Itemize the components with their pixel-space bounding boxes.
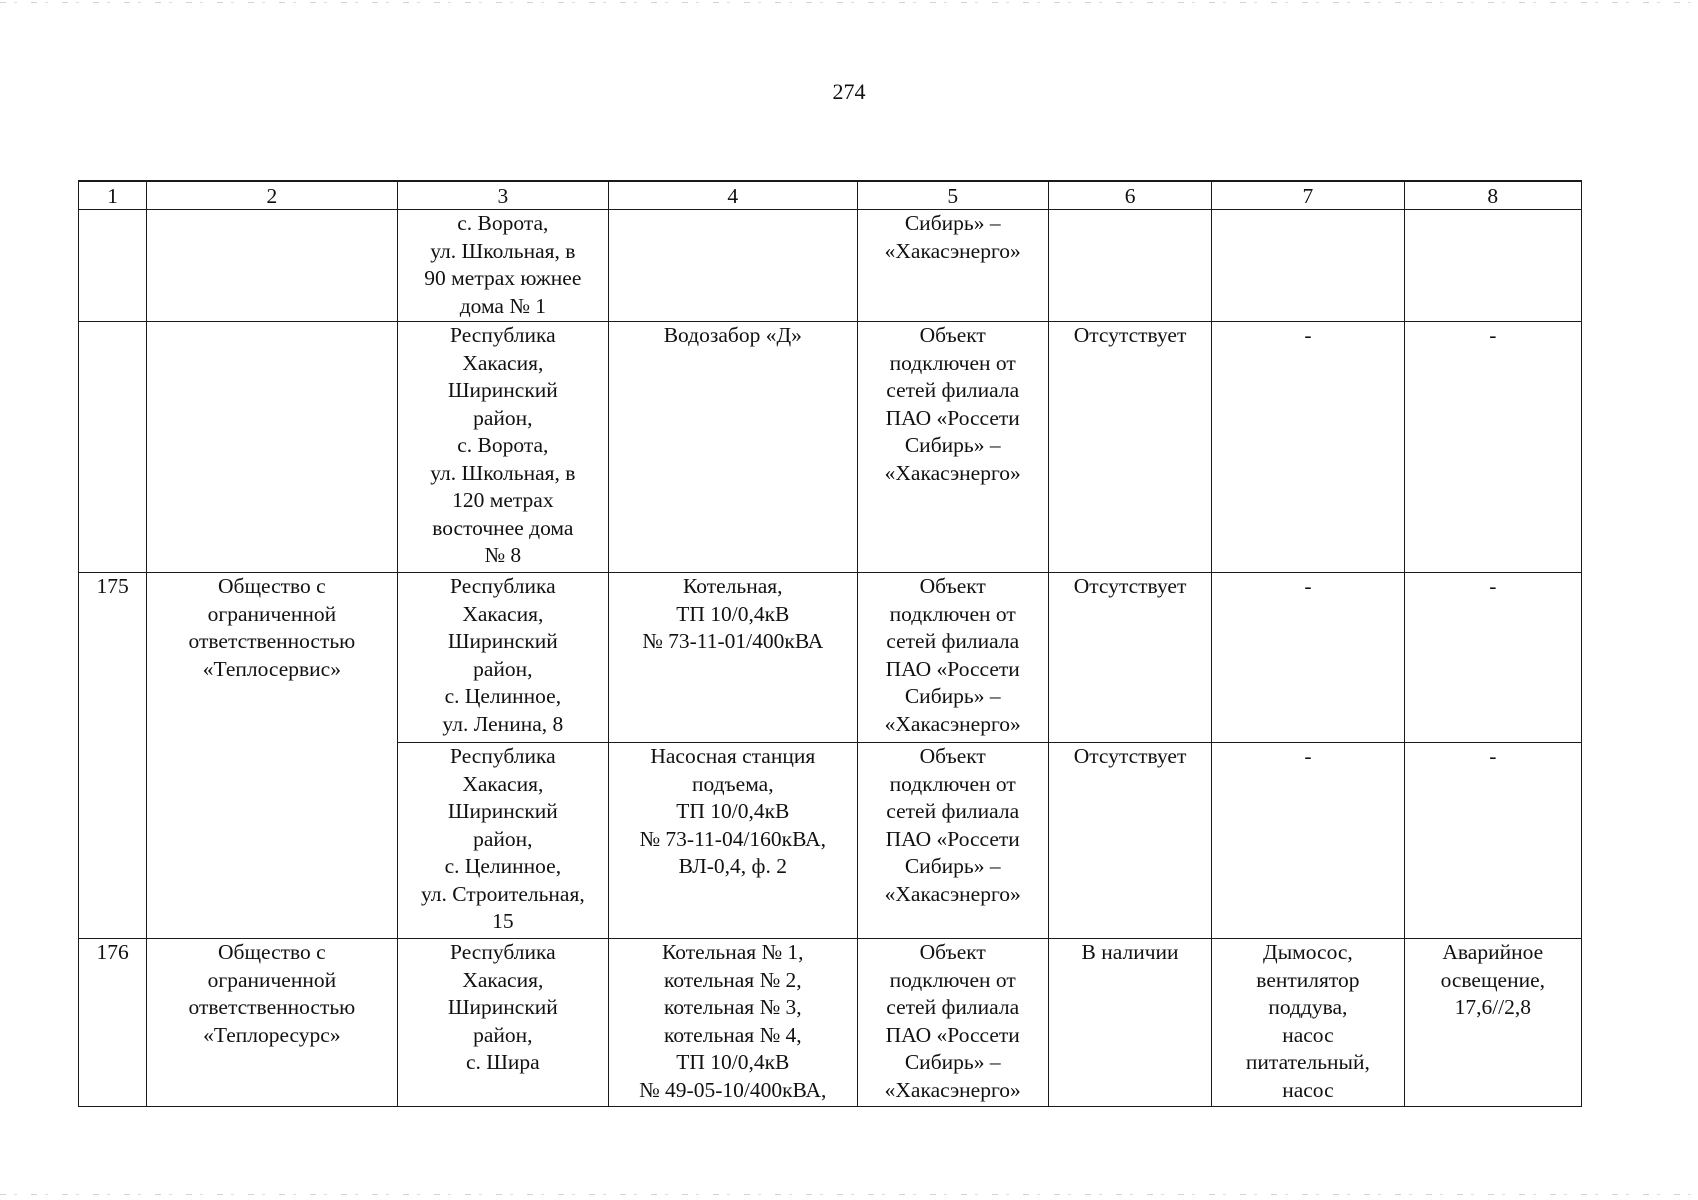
address-cell: Республика Хакасия, Ширинский район, с. Целинное, ул. Строительная, 15 (397, 743, 608, 939)
column-number: 4 (609, 181, 857, 210)
object-cell (609, 210, 857, 322)
address-cell: Республика Хакасия, Ширинский район, с. Целинное, ул. Ленина, 8 (397, 573, 608, 743)
address-cell: с. Ворота, ул. Школьная, в 90 метрах южнее дома № 1 (397, 210, 608, 322)
lighting-cell: - (1404, 743, 1581, 939)
organization-cell: Общество с ограниченной ответственностью «Теплосервис» (147, 573, 398, 939)
availability-cell: Отсутствует (1048, 322, 1211, 573)
address-cell: Республика Хакасия, Ширинский район, с. Ворота, ул. Школьная, в 120 метрах восточнее дома № 8 (397, 322, 608, 573)
lighting-cell: - (1404, 322, 1581, 573)
organization-cell (147, 322, 398, 573)
table-row (79, 939, 1582, 1107)
table-row (79, 322, 1582, 573)
lighting-cell: - (1404, 573, 1581, 743)
column-number-row (79, 181, 1582, 210)
column-number: 8 (1404, 181, 1581, 210)
scan-artifact-bottom (0, 1194, 1698, 1195)
object-cell: Котельная, ТП 10/0,4кВ № 73-11-01/400кВА (609, 573, 857, 743)
object-cell: Насосная станция подъема, ТП 10/0,4кВ № 73-11-04/160кВА, ВЛ-0,4, ф. 2 (609, 743, 857, 939)
connection-cell: Объект подключен от сетей филиала ПАО «Россети Сибирь» – «Хакасэнерго» (857, 322, 1048, 573)
organization-cell (147, 210, 398, 322)
equipment-cell (1212, 210, 1404, 322)
table-row (79, 573, 1582, 743)
column-number: 6 (1048, 181, 1211, 210)
row-number-cell: 175 (79, 573, 147, 939)
column-number: 3 (397, 181, 608, 210)
equipment-cell: - (1212, 743, 1404, 939)
equipment-cell: Дымосос, вентилятор поддува, насос питательный, насос (1212, 939, 1404, 1107)
lighting-cell (1404, 210, 1581, 322)
availability-cell: Отсутствует (1048, 743, 1211, 939)
column-number: 2 (147, 181, 398, 210)
table-row (79, 210, 1582, 322)
connection-cell: Сибирь» – «Хакасэнерго» (857, 210, 1048, 322)
column-number: 5 (857, 181, 1048, 210)
row-number-cell (79, 210, 147, 322)
equipment-cell: - (1212, 322, 1404, 573)
connection-cell: Объект подключен от сетей филиала ПАО «Россети Сибирь» – «Хакасэнерго» (857, 573, 1048, 743)
availability-cell: Отсутствует (1048, 573, 1211, 743)
object-cell: Водозабор «Д» (609, 322, 857, 573)
connection-cell: Объект подключен от сетей филиала ПАО «Россети Сибирь» – «Хакасэнерго» (857, 939, 1048, 1107)
address-cell: Республика Хакасия, Ширинский район, с. Шира (397, 939, 608, 1107)
availability-cell (1048, 210, 1211, 322)
organization-cell: Общество с ограниченной ответственностью «Теплоресурс» (147, 939, 398, 1107)
connection-cell: Объект подключен от сетей филиала ПАО «Россети Сибирь» – «Хакасэнерго» (857, 743, 1048, 939)
lighting-cell: Аварийное освещение, 17,6//2,8 (1404, 939, 1581, 1107)
column-number: 7 (1212, 181, 1404, 210)
equipment-cell: - (1212, 573, 1404, 743)
scan-artifact-top (0, 2, 1698, 3)
row-number-cell: 176 (79, 939, 147, 1107)
row-number-cell (79, 322, 147, 573)
column-number: 1 (79, 181, 147, 210)
page-number: 274 (832, 79, 866, 104)
data-table (78, 180, 1582, 1107)
availability-cell: В наличии (1048, 939, 1211, 1107)
object-cell: Котельная № 1, котельная № 2, котельная № 3, котельная № 4, ТП 10/0,4кВ № 49-05-10/400кВА, (609, 939, 857, 1107)
